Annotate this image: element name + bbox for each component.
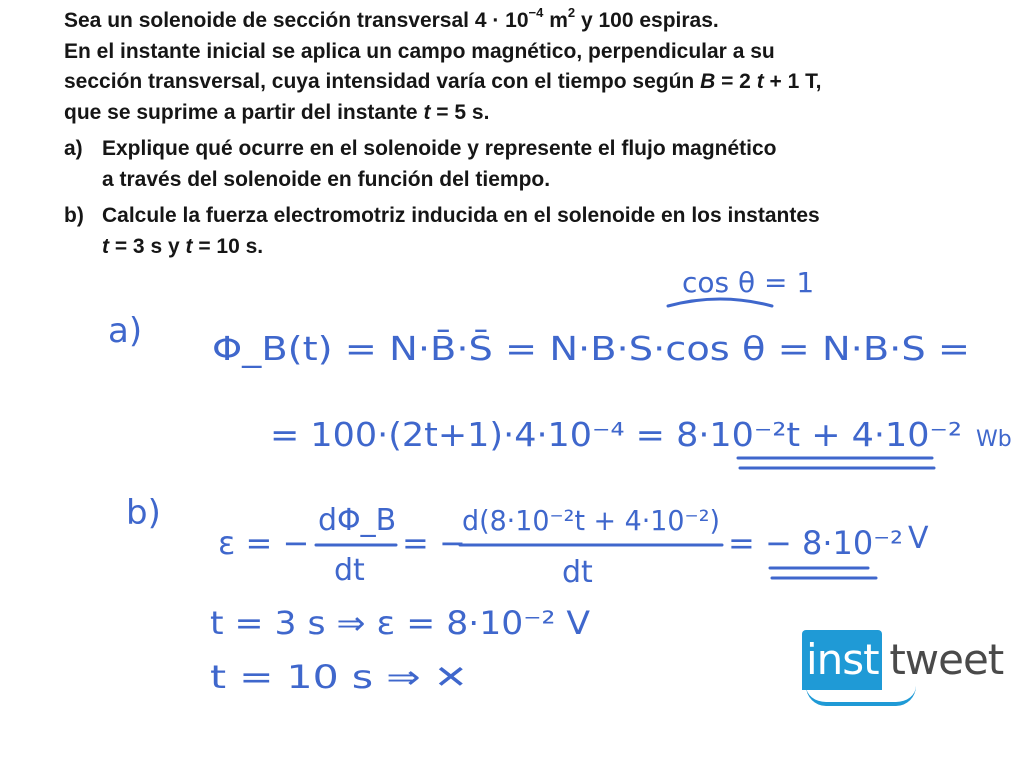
logo-swoosh (806, 686, 916, 706)
logo-wordmark (806, 632, 1003, 688)
exponent: −4 (528, 5, 544, 20)
intro-text: = 2 (715, 70, 757, 93)
emf-symbol: ε = − (218, 524, 310, 562)
variable: t (102, 234, 109, 258)
flux-equation-line-1: Φ_B(t) = N·B̄·S̄ = N·B·S·cos θ = N·B·S = (212, 329, 865, 368)
intro-text: = 5 s. (430, 100, 490, 124)
intro-text: + 1 T, (763, 70, 822, 93)
question-b-text-part: = 10 s. (192, 234, 264, 258)
variable: t (756, 70, 764, 93)
emf-at-t10: t = 10 s ⇒ ✕ (210, 658, 468, 696)
derivative-expression-numerator: d(8·10⁻²t + 4·10⁻²) (462, 504, 720, 537)
derivative-expression-denominator: dt (562, 555, 593, 590)
derivative-denominator: dt (334, 553, 365, 588)
flux-unit: Wb (976, 427, 1012, 452)
intro-text: y 100 espiras. (575, 9, 719, 32)
emf-at-t3: t = 3 s ⇒ ε = 8·10⁻² V (210, 604, 591, 642)
logo-text-part-1: insti (806, 635, 890, 684)
question-b-text-part: = 3 s y (109, 234, 186, 258)
intro-text: sección transversal, cuya intensidad varía con el tiempo según (64, 70, 701, 93)
intro-line-2: En el instante inicial se aplica un campo magnético, perpendicular a su (64, 39, 775, 63)
question-b-label: b) (64, 204, 84, 227)
flux-equation-line-2: = 100·(2t+1)·4·10⁻⁴ = 8·10⁻²t + 4·10⁻² (270, 415, 962, 454)
emf-unit: V (908, 521, 929, 556)
question-a-line-1: Explique qué ocurre en el solenoide y represente el flujo magnético (102, 137, 777, 160)
part-a-label: a) (108, 311, 143, 351)
question-b-line-1: Calcule la fuerza electromotriz inducida en el solenoide en los instantes (102, 204, 820, 227)
emf-result: = − 8·10⁻² (728, 524, 903, 562)
part-b-label: b) (126, 493, 161, 533)
logo-text-part-2: tweet (889, 635, 1004, 684)
variable: t (423, 100, 431, 124)
variable: t (185, 234, 193, 258)
intro-text: m (543, 9, 568, 32)
intro-text: que se suprime a partir del instante (64, 100, 424, 124)
equals-minus: = − (402, 524, 466, 562)
overbrace-stroke (668, 299, 772, 306)
question-a-line-2: a través del solenoide en función del tiempo. (102, 167, 551, 191)
intro-text: Sea un solenoide de sección transversal 4 · 10 (64, 9, 529, 32)
derivative-numerator: dΦ_B (318, 503, 397, 538)
institweet-logo (802, 628, 1014, 698)
cos-note: cos θ = 1 (682, 266, 815, 299)
variable: B (700, 70, 716, 93)
exponent: 2 (567, 5, 576, 20)
question-a-label: a) (64, 137, 83, 160)
